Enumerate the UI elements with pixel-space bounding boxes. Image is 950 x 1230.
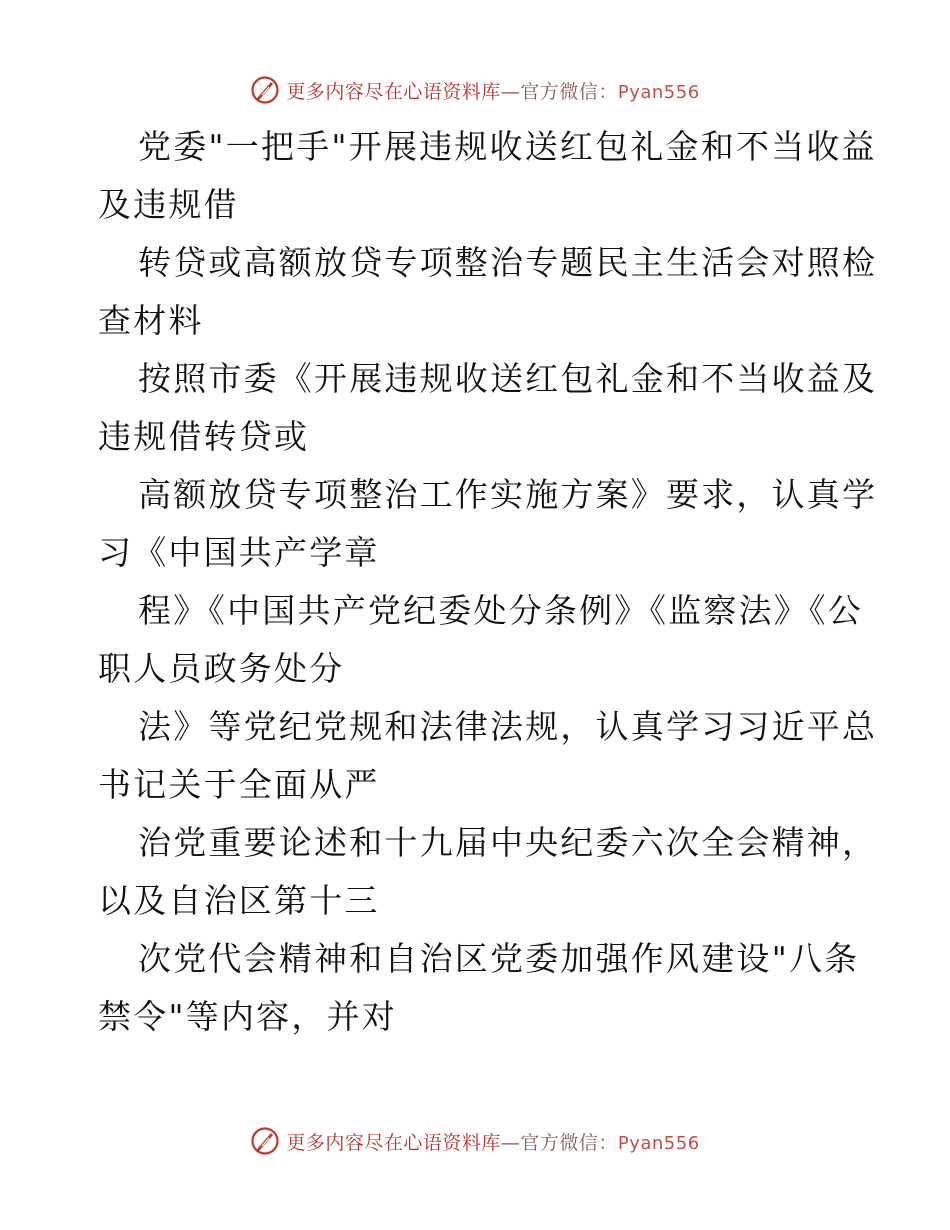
banner-official-label: 官方微信： xyxy=(520,1131,618,1154)
banner-official-label: 官方微信： xyxy=(520,80,618,103)
banner-separator: — xyxy=(500,1131,521,1154)
quill-pen-logo-icon xyxy=(250,75,280,105)
paragraph-8: 次党代会精神和自治区党委加强作风建设"八条禁令"等内容，并对 xyxy=(98,939,860,1036)
quill-pen-logo-icon xyxy=(250,1126,280,1156)
header-banner-text xyxy=(286,77,699,104)
paragraph-5: 程》《中国共产党纪委处分条例》《监察法》《公职人员政务处分 xyxy=(98,591,863,688)
banner-wechat-id: Pyan556 xyxy=(617,81,700,103)
paragraph-4: 高额放贷专项整治工作实施方案》要求，认真学习《中国共产学章 xyxy=(98,475,878,572)
banner-site-text: 更多内容尽在心语资料库 xyxy=(286,80,501,103)
paragraph-7: 治党重要论述和十九届中央纪委六次全会精神，以及自治区第十三 xyxy=(98,823,878,920)
paragraph-6: 法》等党纪党规和法律法规，认真学习习近平总书记关于全面从严 xyxy=(98,707,878,804)
paragraph-2: 转贷或高额放贷专项整治专题民主生活会对照检查材料 xyxy=(98,243,878,340)
paragraph-3: 按照市委《开展违规收送红包礼金和不当收益及违规借转贷或 xyxy=(98,359,878,456)
banner-separator: — xyxy=(500,80,521,103)
banner-site-text: 更多内容尽在心语资料库 xyxy=(286,1131,501,1154)
document-body xyxy=(98,118,878,1046)
banner-wechat-id: Pyan556 xyxy=(617,1132,700,1154)
paragraph-1: 党委"一把手"开展违规收送红包礼金和不当收益及违规借 xyxy=(98,127,877,224)
footer-banner xyxy=(0,1121,950,1161)
footer-banner-text xyxy=(286,1128,699,1155)
header-banner xyxy=(0,70,950,110)
